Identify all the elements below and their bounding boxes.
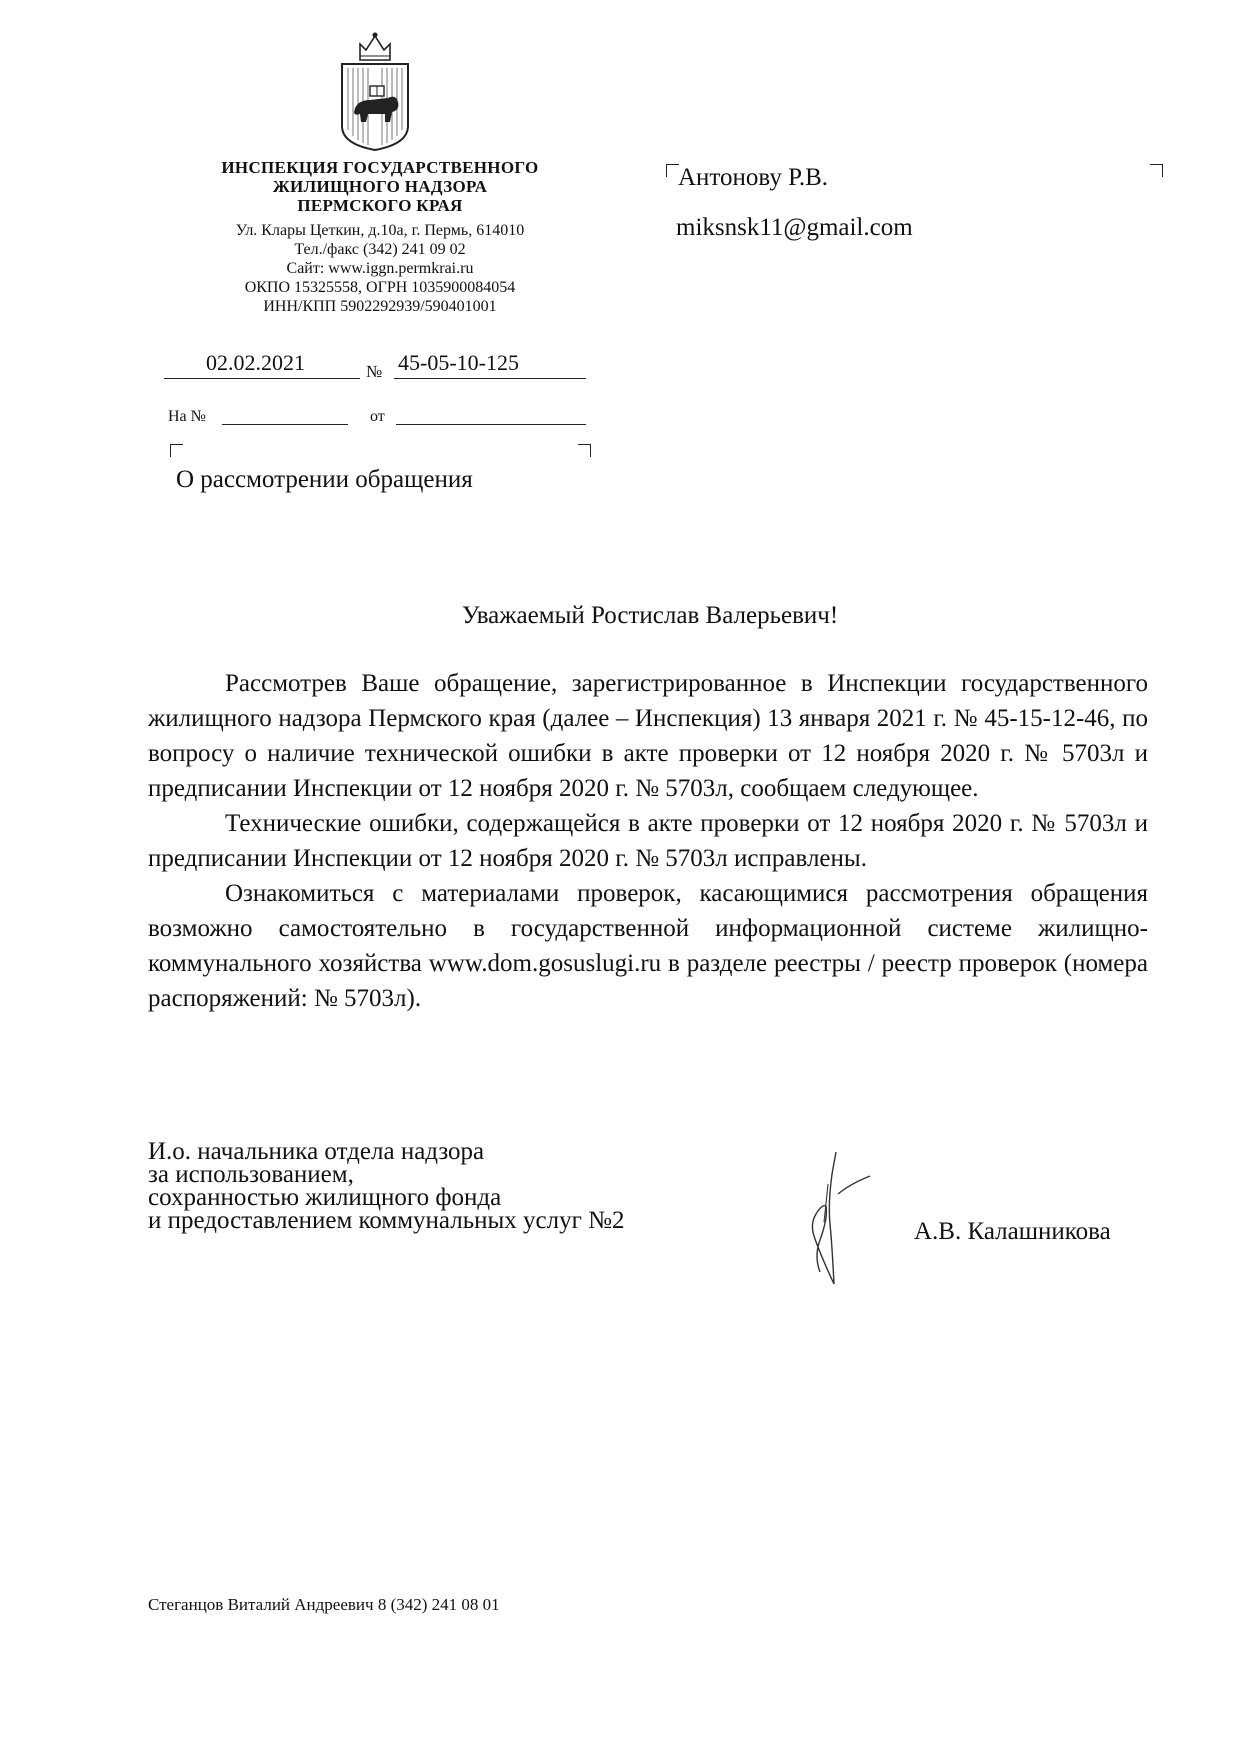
reference-label: На № [168,408,206,425]
organization-header [160,158,600,316]
org-name-line2: ЖИЛИЩНОГО НАДЗОРА [272,177,488,196]
org-address: Ул. Клары Цеткин, д.10а, г. Пермь, 614010 [235,222,525,239]
org-okpo: ОКПО 15325558, ОГРН 1035900084054 [244,279,516,296]
body-paragraph-3: Ознакомиться с материалами проверок, касающимися рассмотрения обращения возможно самостоятельно в государственной информационной системе жилищно-коммунального хозяйства www.dom.gosuslugi.ru в разделе реестры / реестр проверок (номера распоряжений: № 5703л). [148,880,1148,1012]
coat-of-arms-emblem [338,30,412,152]
registration-number: 45-05-10-125 [398,350,519,375]
signatory-title [148,1140,624,1232]
org-site: Сайт: www.iggn.permkrai.ru [286,260,474,277]
registration-date: 02.02.2021 [206,350,305,375]
registration-number-label: № [366,362,383,381]
letter-subject: О рассмотрении обращения [176,466,473,493]
body-paragraph-2: Технические ошибки, содержащейся в акте проверки от 12 ноября 2020 г. № 5703л и предписании Инспекции от 12 ноября 2020 г. № 5703л исправлены. [148,810,1148,872]
subject-corner-left [170,444,183,457]
signatory-title-line3: сохранностью жилищного фонда [148,1184,502,1211]
recipient-name: Антонову Р.В. [678,164,829,191]
handwritten-signature [780,1144,900,1304]
org-name-line3: ПЕРМСКОГО КРАЯ [297,196,463,215]
signatory-name: А.В. Калашникова [914,1218,1111,1245]
body-paragraph-1: Рассмотрев Ваше обращение, зарегистрированное в Инспекции государственного жилищного надзора Пермского края (далее – Инспекция) 13 января 2021 г. № 45-15-12-46, по вопросу о наличие технической ошибки в акте проверки от 12 ноября 2020 г. № 5703л и предписании Инспекции от 12 ноября 2020 г. № 5703л, сообщаем следующее. [148,670,1148,802]
recipient-corner-right [1150,164,1163,177]
recipient-email: miksnsk11@gmail.com [676,214,913,241]
reference-from-label: от [370,408,385,425]
org-name-line1: ИНСПЕКЦИЯ ГОСУДАРСТВЕННОГО [221,158,539,177]
signatory-title-line4: и предоставлением коммунальных услуг №2 [148,1207,625,1234]
org-inn: ИНН/КПП 5902292939/590401001 [263,298,497,315]
registration-number-line [394,378,586,379]
signatory-title-line2: за использованием, [148,1161,354,1188]
greeting: Уважаемый Ростислав Валерьевич! [461,602,839,629]
registration-date-line [164,378,360,379]
executor-contact: Стеганцов Виталий Андреевич 8 (342) 241 08 01 [148,1595,500,1614]
subject-corner-right [578,444,591,457]
reference-date-line [396,424,586,425]
letter-body [148,666,1148,1016]
org-phone: Тел./факс (342) 241 09 02 [294,241,466,258]
reference-number-line [222,424,348,425]
signatory-title-line1: И.о. начальника отдела надзора [148,1138,485,1165]
